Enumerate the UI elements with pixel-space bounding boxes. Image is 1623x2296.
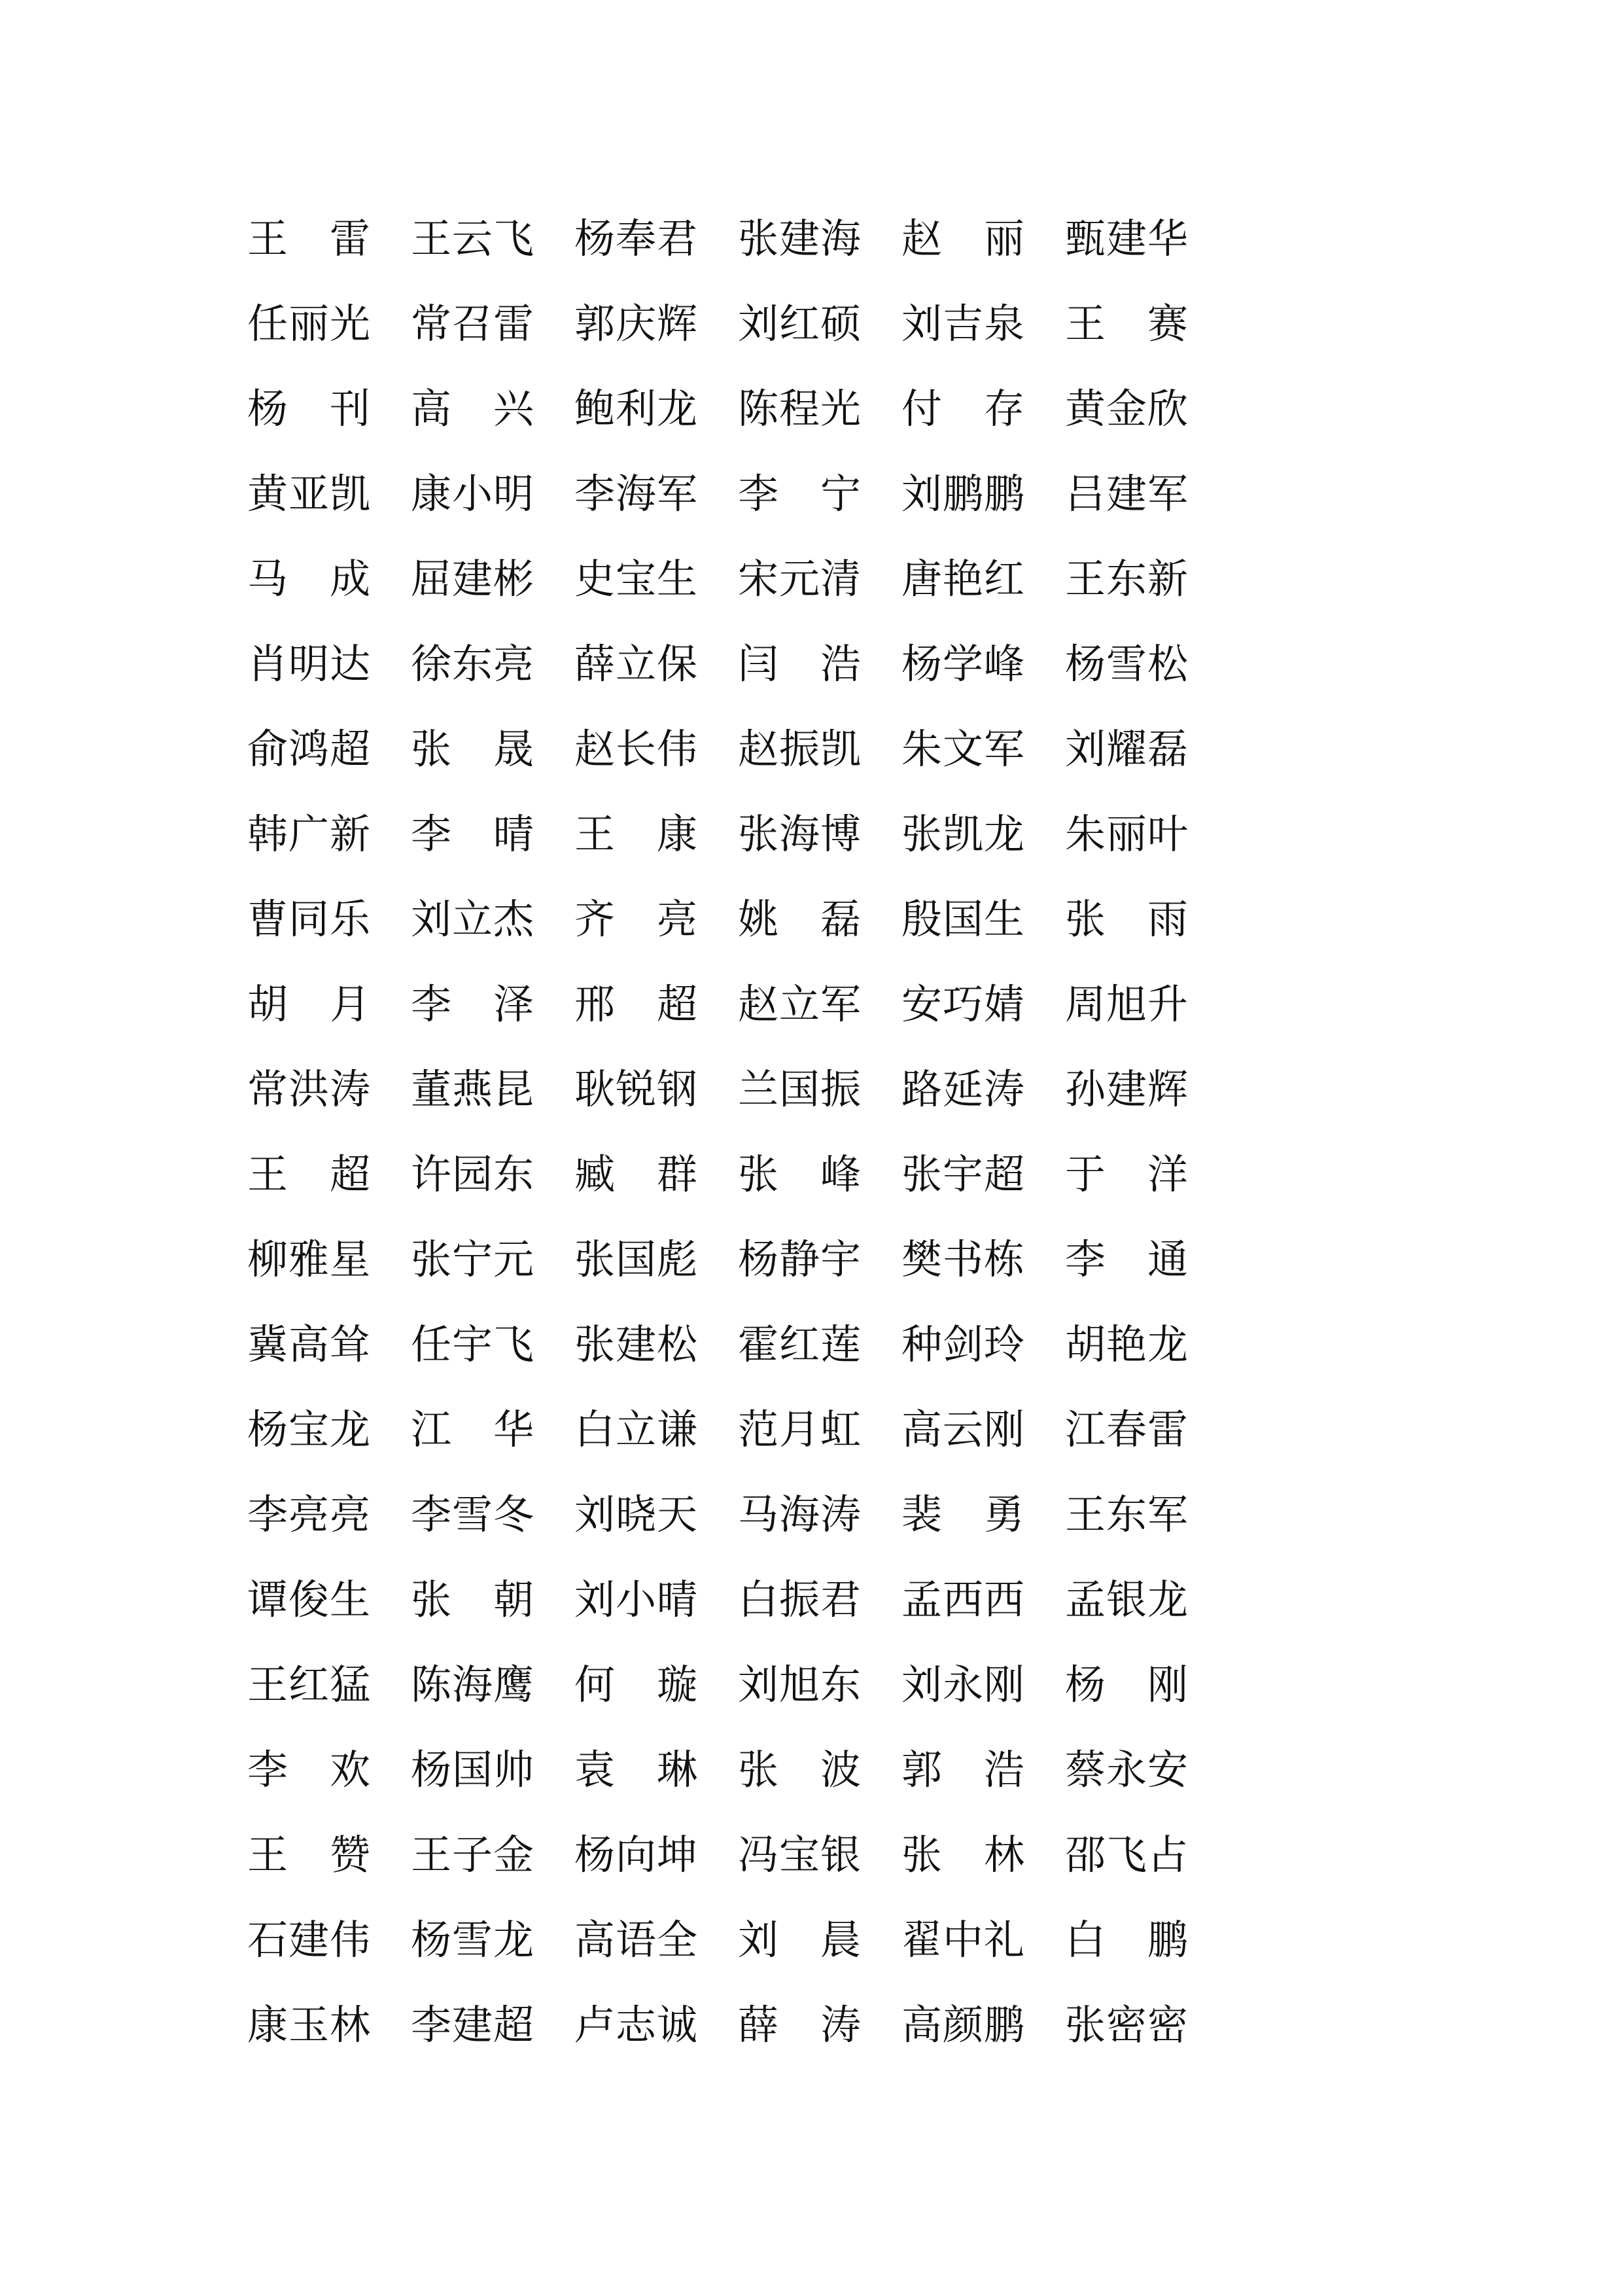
person-name: 张 波 (738, 1746, 862, 1793)
person-name: 白 鹏 (1065, 1916, 1189, 1964)
person-name: 马 成 (247, 555, 371, 603)
name-cell (1065, 1312, 1229, 1377)
person-name: 高 云 刚 (901, 1405, 1025, 1453)
person-name: 胡 月 (247, 980, 371, 1028)
name-cell (738, 631, 901, 697)
person-name: 宋 元 清 (738, 555, 862, 603)
name-cell (247, 887, 411, 952)
person-name: 姚 磊 (738, 895, 862, 943)
name-cell (901, 461, 1065, 527)
person-name: 付 存 (901, 385, 1025, 433)
person-name: 何 璇 (574, 1661, 698, 1708)
person-name: 张 建 海 (738, 215, 862, 262)
name-cell (411, 1907, 574, 1973)
name-cell (247, 1992, 411, 2058)
person-name: 蔡 永 安 (1065, 1746, 1189, 1793)
person-name: 白 立 谦 (574, 1405, 698, 1453)
person-name: 路 延 涛 (901, 1065, 1025, 1113)
name-cell (738, 1312, 901, 1377)
person-name: 李 泽 (411, 980, 534, 1028)
person-name: 许 园 东 (411, 1150, 534, 1198)
name-cell (901, 1992, 1065, 2058)
person-name: 孙 建 辉 (1065, 1065, 1189, 1113)
name-cell (411, 1822, 574, 1888)
person-name: 赵 振 凯 (738, 725, 862, 773)
person-name: 刘 红 硕 (738, 300, 862, 347)
person-name: 黄 亚 凯 (247, 470, 371, 518)
name-cell (411, 1737, 574, 1803)
name-cell (411, 461, 574, 527)
person-name: 周 旭 升 (1065, 980, 1189, 1028)
name-cell (901, 1397, 1065, 1462)
person-name: 陈 程 光 (738, 385, 862, 433)
name-cell (247, 461, 411, 527)
name-cell (247, 1907, 411, 1973)
name-row (247, 962, 1209, 1047)
name-cell (1065, 1992, 1229, 2058)
person-name: 薛 立 保 (574, 640, 698, 688)
person-name: 李 欢 (247, 1746, 371, 1793)
name-cell (738, 716, 901, 782)
person-name: 邢 超 (574, 980, 698, 1028)
name-cell (1065, 887, 1229, 952)
name-cell (411, 1142, 574, 1207)
person-name: 于 洋 (1065, 1150, 1189, 1198)
person-name: 王 康 (574, 810, 698, 858)
name-cell (411, 972, 574, 1037)
name-cell (738, 887, 901, 952)
person-name: 朱 文 军 (901, 725, 1025, 773)
name-cell (411, 1312, 574, 1377)
person-name: 康 玉 林 (247, 2001, 371, 2049)
name-cell (574, 1057, 738, 1122)
name-row (247, 1387, 1209, 1472)
name-cell (247, 1652, 411, 1718)
person-name: 邵 飞 占 (1065, 1831, 1189, 1879)
name-cell (901, 376, 1065, 442)
name-cell (411, 802, 574, 867)
name-cell (901, 631, 1065, 697)
name-cell (1065, 206, 1229, 272)
person-name: 杨 刊 (247, 385, 371, 433)
person-name: 王 东 军 (1065, 1491, 1189, 1538)
person-name: 种 剑 玲 (901, 1320, 1025, 1368)
person-name: 张 国 彪 (574, 1235, 698, 1283)
name-cell (738, 1142, 901, 1207)
name-cell (1065, 1567, 1229, 1633)
person-name: 张 朝 (411, 1576, 534, 1623)
name-cell (247, 376, 411, 442)
person-name: 徐 东 亮 (411, 640, 534, 688)
name-cell (738, 291, 901, 357)
person-name: 王 子 金 (411, 1831, 534, 1879)
name-cell (1065, 376, 1229, 442)
name-cell (901, 291, 1065, 357)
name-row (247, 281, 1209, 366)
name-cell (247, 291, 411, 357)
person-name: 高 语 全 (574, 1916, 698, 1964)
name-cell (247, 802, 411, 867)
person-name: 李 通 (1065, 1235, 1189, 1283)
name-cell (738, 461, 901, 527)
person-name: 裴 勇 (901, 1491, 1025, 1538)
person-name: 高 兴 (411, 385, 534, 433)
name-row (247, 1812, 1209, 1898)
person-name: 王 雷 (247, 215, 371, 262)
name-cell (1065, 1822, 1229, 1888)
name-cell (411, 1057, 574, 1122)
name-cell (901, 206, 1065, 272)
person-name: 杨 学 峰 (901, 640, 1025, 688)
person-name: 李 宁 (738, 470, 862, 518)
person-name: 孟 银 龙 (1065, 1576, 1189, 1623)
person-name: 王 超 (247, 1150, 371, 1198)
name-row (247, 1302, 1209, 1387)
name-cell (574, 291, 738, 357)
person-name: 张 雨 (1065, 895, 1189, 943)
person-name: 吕 建 军 (1065, 470, 1189, 518)
name-cell (247, 1737, 411, 1803)
person-name: 冯 宝 银 (738, 1831, 862, 1879)
name-cell (901, 1482, 1065, 1547)
person-name: 郭 庆 辉 (574, 300, 698, 347)
person-name: 王 赞 (247, 1831, 371, 1879)
name-cell (738, 1227, 901, 1292)
name-cell (1065, 1907, 1229, 1973)
person-name: 任 丽 光 (247, 300, 371, 347)
person-name: 杨 雪 龙 (411, 1916, 534, 1964)
person-name: 孟 西 西 (901, 1576, 1025, 1623)
name-row (247, 537, 1209, 622)
person-name: 杨 国 帅 (411, 1746, 534, 1793)
person-name: 江 春 雷 (1065, 1405, 1189, 1453)
name-cell (1065, 716, 1229, 782)
name-row (247, 1642, 1209, 1727)
person-name: 李 海 军 (574, 470, 698, 518)
person-name: 李 晴 (411, 810, 534, 858)
name-cell (247, 1482, 411, 1547)
name-cell (411, 716, 574, 782)
person-name: 陈 海 鹰 (411, 1661, 534, 1708)
person-name: 臧 群 (574, 1150, 698, 1198)
person-name: 张 林 (901, 1831, 1025, 1879)
name-cell (738, 1822, 901, 1888)
person-name: 李 雪 冬 (411, 1491, 534, 1538)
name-cell (1065, 972, 1229, 1037)
person-name: 杨 宝 龙 (247, 1405, 371, 1453)
name-cell (901, 972, 1065, 1037)
name-cell (1065, 461, 1229, 527)
person-name: 王 东 新 (1065, 555, 1189, 603)
name-cell (574, 461, 738, 527)
person-name: 翟 中 礼 (901, 1916, 1025, 1964)
name-cell (1065, 1227, 1229, 1292)
name-cell (738, 1992, 901, 2058)
name-cell (738, 1057, 901, 1122)
person-name: 闫 浩 (738, 640, 862, 688)
name-row (247, 1557, 1209, 1642)
name-cell (411, 206, 574, 272)
name-row (247, 366, 1209, 451)
person-name: 袁 琳 (574, 1746, 698, 1793)
name-cell (574, 972, 738, 1037)
name-row (247, 1217, 1209, 1302)
person-name: 高 颜 鹏 (901, 2001, 1025, 2049)
name-cell (247, 631, 411, 697)
person-name: 李 亮 亮 (247, 1491, 371, 1538)
name-cell (738, 1567, 901, 1633)
person-name: 谭 俊 生 (247, 1576, 371, 1623)
name-cell (738, 802, 901, 867)
person-name: 刘 小 晴 (574, 1576, 698, 1623)
name-cell (738, 546, 901, 612)
name-row (247, 1983, 1209, 2068)
name-cell (247, 1227, 411, 1292)
name-cell (411, 631, 574, 697)
person-name: 齐 亮 (574, 895, 698, 943)
name-cell (574, 1567, 738, 1633)
name-row (247, 451, 1209, 537)
person-name: 柳 雅 星 (247, 1235, 371, 1283)
name-cell (574, 206, 738, 272)
person-name: 刘 吉 泉 (901, 300, 1025, 347)
person-name: 史 宝 生 (574, 555, 698, 603)
name-cell (1065, 1652, 1229, 1718)
person-name: 肖 明 达 (247, 640, 371, 688)
name-cell (247, 716, 411, 782)
name-cell (738, 206, 901, 272)
person-name: 刘 鹏 鹏 (901, 470, 1025, 518)
name-row (247, 877, 1209, 962)
name-cell (574, 1737, 738, 1803)
person-name: 韩 广 新 (247, 810, 371, 858)
person-name: 樊 书 栋 (901, 1235, 1025, 1283)
person-name: 任 宇 飞 (411, 1320, 534, 1368)
person-name: 王 红 猛 (247, 1661, 371, 1708)
name-cell (1065, 1057, 1229, 1122)
name-cell (574, 802, 738, 867)
name-row (247, 1898, 1209, 1983)
name-cell (574, 1907, 738, 1973)
name-cell (574, 716, 738, 782)
name-cell (411, 376, 574, 442)
name-cell (411, 1652, 574, 1718)
name-cell (901, 1057, 1065, 1122)
person-name: 甄 建 华 (1065, 215, 1189, 262)
name-cell (901, 1737, 1065, 1803)
name-cell (247, 1567, 411, 1633)
name-cell (411, 1992, 574, 2058)
name-cell (574, 1652, 738, 1718)
person-name: 刘 晓 天 (574, 1491, 698, 1538)
name-row (247, 622, 1209, 707)
person-name: 霍 红 莲 (738, 1320, 862, 1368)
person-name: 常 召 雷 (411, 300, 534, 347)
person-name: 鲍 利 龙 (574, 385, 698, 433)
name-cell (901, 1652, 1065, 1718)
person-name: 张 晟 (411, 725, 534, 773)
person-name: 俞 鸿 超 (247, 725, 371, 773)
name-row (247, 707, 1209, 792)
person-name: 殷 国 生 (901, 895, 1025, 943)
person-name: 黄 金 欣 (1065, 385, 1189, 433)
person-name: 张 凯 龙 (901, 810, 1025, 858)
person-name: 刘 旭 东 (738, 1661, 862, 1708)
person-name: 李 建 超 (411, 2001, 534, 2049)
person-name: 刘 耀 磊 (1065, 725, 1189, 773)
name-cell (247, 1397, 411, 1462)
name-cell (574, 1227, 738, 1292)
person-name: 白 振 君 (738, 1576, 862, 1623)
name-row (247, 1047, 1209, 1132)
name-cell (738, 1907, 901, 1973)
name-cell (738, 1397, 901, 1462)
name-cell (574, 1312, 738, 1377)
person-name: 王 赛 (1065, 300, 1189, 347)
person-name: 张 峰 (738, 1150, 862, 1198)
name-cell (901, 546, 1065, 612)
name-cell (247, 972, 411, 1037)
name-cell (574, 1142, 738, 1207)
name-cell (411, 1567, 574, 1633)
name-row (247, 1472, 1209, 1557)
person-name: 薛 涛 (738, 2001, 862, 2049)
person-name: 刘 立 杰 (411, 895, 534, 943)
name-cell (1065, 802, 1229, 867)
name-cell (411, 546, 574, 612)
name-cell (901, 1567, 1065, 1633)
name-row (247, 792, 1209, 877)
name-cell (901, 1142, 1065, 1207)
name-cell (1065, 546, 1229, 612)
person-name: 张 宁 元 (411, 1235, 534, 1283)
person-name: 郭 浩 (901, 1746, 1025, 1793)
name-cell (247, 1312, 411, 1377)
person-name: 张 密 密 (1065, 2001, 1189, 2049)
name-cell (1065, 1142, 1229, 1207)
person-name: 王 云 飞 (411, 215, 534, 262)
person-name: 曹 同 乐 (247, 895, 371, 943)
person-name: 杨 静 宇 (738, 1235, 862, 1283)
person-name: 康 小 明 (411, 470, 534, 518)
name-cell (247, 206, 411, 272)
name-cell (411, 1227, 574, 1292)
person-name: 兰 国 振 (738, 1065, 862, 1113)
name-cell (247, 1142, 411, 1207)
person-name: 卢 志 诚 (574, 2001, 698, 2049)
person-name: 刘 晨 (738, 1916, 862, 1964)
name-cell (411, 1482, 574, 1547)
person-name: 朱 丽 叶 (1065, 810, 1189, 858)
name-cell (574, 631, 738, 697)
name-cell (1065, 1737, 1229, 1803)
name-cell (411, 887, 574, 952)
person-name: 刘 永 刚 (901, 1661, 1025, 1708)
name-cell (1065, 1397, 1229, 1462)
name-cell (247, 1822, 411, 1888)
person-name: 赵 丽 (901, 215, 1025, 262)
name-cell (901, 802, 1065, 867)
person-name: 董 燕 昆 (411, 1065, 534, 1113)
name-row (247, 1727, 1209, 1812)
name-cell (247, 546, 411, 612)
person-name: 杨 奉 君 (574, 215, 698, 262)
person-name: 赵 立 军 (738, 980, 862, 1028)
name-cell (1065, 631, 1229, 697)
name-cell (901, 1227, 1065, 1292)
name-cell (1065, 291, 1229, 357)
name-cell (574, 376, 738, 442)
name-cell (901, 716, 1065, 782)
name-cell (738, 1482, 901, 1547)
name-cell (1065, 1482, 1229, 1547)
name-cell (574, 1992, 738, 2058)
name-row (247, 196, 1209, 281)
name-cell (901, 887, 1065, 952)
name-cell (738, 1652, 901, 1718)
person-name: 常 洪 涛 (247, 1065, 371, 1113)
name-cell (411, 291, 574, 357)
name-cell (738, 972, 901, 1037)
person-name: 屈 建 彬 (411, 555, 534, 603)
name-cell (574, 1482, 738, 1547)
person-name: 张 建 松 (574, 1320, 698, 1368)
name-cell (574, 546, 738, 612)
name-cell (901, 1822, 1065, 1888)
person-name: 江 华 (411, 1405, 534, 1453)
name-cell (247, 1057, 411, 1122)
name-cell (411, 1397, 574, 1462)
person-name: 石 建 伟 (247, 1916, 371, 1964)
person-name: 冀 高 耸 (247, 1320, 371, 1368)
person-name: 赵 长 伟 (574, 725, 698, 773)
person-name: 杨 雪 松 (1065, 640, 1189, 688)
person-name: 唐 艳 红 (901, 555, 1025, 603)
name-cell (738, 1737, 901, 1803)
person-name: 杨 刚 (1065, 1661, 1189, 1708)
person-name: 张 宇 超 (901, 1150, 1025, 1198)
person-name: 张 海 博 (738, 810, 862, 858)
person-name: 范 月 虹 (738, 1405, 862, 1453)
name-cell (574, 1397, 738, 1462)
person-name: 耿 锐 钢 (574, 1065, 698, 1113)
person-name: 胡 艳 龙 (1065, 1320, 1189, 1368)
person-name: 杨 向 坤 (574, 1831, 698, 1879)
name-cell (738, 376, 901, 442)
name-list (247, 196, 1209, 2068)
person-name: 安 巧 婧 (901, 980, 1025, 1028)
name-cell (574, 1822, 738, 1888)
name-cell (901, 1312, 1065, 1377)
person-name: 马 海 涛 (738, 1491, 862, 1538)
name-row (247, 1132, 1209, 1217)
name-cell (901, 1907, 1065, 1973)
name-cell (574, 887, 738, 952)
